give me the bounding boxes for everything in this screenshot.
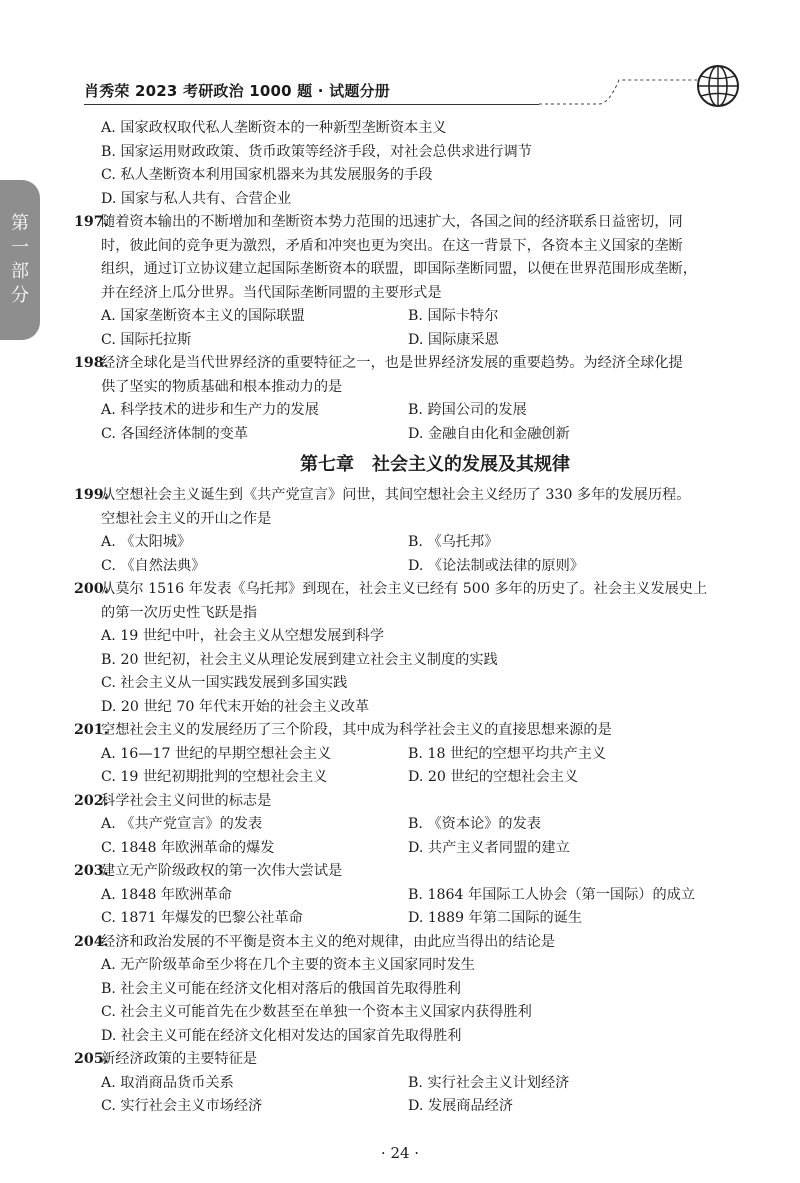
answer-option: B. 18 世纪的空想平均共产主义 bbox=[408, 745, 607, 762]
question-item bbox=[74, 484, 760, 508]
answer-option-row bbox=[80, 305, 760, 329]
answer-option: A. 取消商品货币关系 bbox=[101, 1074, 234, 1091]
question-number: 201. bbox=[74, 722, 109, 738]
part-one-tab bbox=[0, 180, 40, 340]
answer-option-row bbox=[80, 813, 760, 837]
answer-option: B. 跨国公司的发展 bbox=[408, 402, 527, 418]
answer-option: B. 国家运用财政政策、货币政策等经济手段，对社会总供求进行调节 bbox=[101, 143, 532, 160]
answer-option: C. 私人垄断资本利用国家机器来为其发展服务的手段 bbox=[101, 167, 433, 183]
question-text: 空想社会主义的发展经历了三个阶段，其中成为科学社会主义的直接思想来源的是 bbox=[101, 722, 612, 738]
question-text: 经济全球化是当代世界经济的重要特征之一，也是世界经济发展的重要趋势。为经济全球化提 bbox=[101, 355, 683, 371]
question-text-continued: 组织，通过订立协议建立起国际垄断资本的联盟，即国际垄断同盟，以便在世界范围形成垄断， bbox=[101, 261, 697, 277]
question-text-continued: 的第一次历史性飞跃是指 bbox=[101, 604, 258, 621]
question-number: 202. bbox=[74, 792, 109, 809]
answer-option-row bbox=[80, 399, 760, 423]
answer-option: B. 《乌托邦》 bbox=[408, 534, 499, 550]
question-list bbox=[74, 117, 760, 1119]
part-tab-char: 部 bbox=[11, 261, 29, 282]
answer-option: B. 社会主义可能在经济文化相对落后的俄国首先取得胜利 bbox=[101, 980, 461, 997]
answer-option: C. 《自然法典》 bbox=[101, 557, 206, 574]
answer-option: C. 社会主义从一国实践发展到多国实践 bbox=[101, 675, 348, 691]
answer-option: D. 1889 年第二国际的诞生 bbox=[408, 910, 583, 926]
answer-option: C. 1848 年欧洲革命的爆发 bbox=[101, 839, 275, 856]
book-title: 肖秀荣 2023 考研政治 1000 题 · 试题分册 bbox=[84, 82, 390, 100]
question-item bbox=[74, 790, 760, 814]
question-text: 新经济政策的主要特征是 bbox=[101, 1051, 258, 1067]
question-number: 205. bbox=[74, 1051, 109, 1067]
answer-option-row bbox=[80, 837, 760, 861]
answer-option-row bbox=[80, 743, 760, 767]
question-text-continued: 空想社会主义的开山之作是 bbox=[101, 510, 272, 527]
page-header bbox=[84, 64, 784, 112]
question-text: 从莫尔 1516 年发表《乌托邦》到现在，社会主义已经有 500 多年的历史了。社会主义发展史上 bbox=[101, 581, 708, 597]
question-text-continued: 并在经济上瓜分世界。当代国际垄断同盟的主要形式是 bbox=[101, 284, 442, 301]
answer-option: C. 1871 年爆发的巴黎公社革命 bbox=[101, 910, 303, 926]
question-item bbox=[74, 860, 760, 884]
question-text: 科学社会主义问世的标志是 bbox=[101, 792, 272, 809]
answer-option: A. 科学技术的进步和生产力的发展 bbox=[101, 402, 319, 418]
question-item bbox=[74, 931, 760, 955]
answer-option: A. 国家政权取代私人垄断资本的一种新型垄断资本主义 bbox=[101, 120, 447, 136]
answer-option: A. 19 世纪中叶，社会主义从空想发展到科学 bbox=[101, 628, 385, 644]
question-number: 203. bbox=[74, 863, 109, 879]
question-item bbox=[74, 1048, 760, 1072]
question-text-continued: 时，彼此间的竞争更为激烈，矛盾和冲突也更为突出。在这一背景下，各资本主义国家的垄断 bbox=[101, 237, 683, 254]
part-tab-char: 第 bbox=[11, 213, 29, 234]
question-item bbox=[74, 578, 760, 602]
answer-option: D. 国际康采恩 bbox=[408, 331, 499, 348]
part-tab-char: 一 bbox=[11, 237, 29, 258]
answer-option-row bbox=[80, 884, 760, 908]
question-text: 随着资本输出的不断增加和垄断资本势力范围的迅速扩大，各国之间的经济联系日益密切，同 bbox=[101, 214, 683, 230]
answer-option: A. 16—17 世纪的早期空想社会主义 bbox=[101, 745, 332, 762]
question-number: 198. bbox=[74, 355, 109, 371]
answer-option: A. 1848 年欧洲革命 bbox=[101, 886, 232, 903]
answer-option: B. 国际卡特尔 bbox=[408, 308, 499, 324]
question-number: 204. bbox=[74, 933, 109, 950]
question-text: 从空想社会主义诞生到《共产党宣言》问世，其间空想社会主义经历了 330 多年的发展历程。 bbox=[101, 487, 691, 503]
answer-option-row bbox=[80, 1095, 760, 1119]
question-number: 200. bbox=[74, 581, 109, 597]
answer-option: D. 20 世纪的空想社会主义 bbox=[408, 769, 579, 785]
question-number: 197. bbox=[74, 214, 109, 230]
answer-option: D. 共产主义者同盟的建立 bbox=[408, 839, 570, 856]
question-number: 199. bbox=[74, 487, 109, 503]
answer-option: A. 《共产党宣言》的发表 bbox=[101, 816, 263, 832]
answer-option: A. 国家垄断资本主义的国际联盟 bbox=[101, 308, 305, 324]
answer-option: D. 国家与私人共有、合营企业 bbox=[101, 190, 292, 207]
part-tab-char: 分 bbox=[11, 285, 29, 306]
question-text-continued: 供了坚实的物质基础和根本推动力的是 bbox=[101, 378, 343, 395]
answer-option: C. 实行社会主义市场经济 bbox=[101, 1098, 263, 1114]
answer-option: C. 国际托拉斯 bbox=[101, 331, 192, 348]
question-item bbox=[74, 719, 760, 743]
answer-option-row bbox=[80, 555, 760, 579]
answer-option: D. 发展商品经济 bbox=[408, 1098, 514, 1114]
answer-option: D. 金融自由化和金融创新 bbox=[408, 425, 570, 442]
answer-option-row bbox=[80, 531, 760, 555]
question-item bbox=[74, 211, 760, 235]
page-number: · 24 · bbox=[380, 1144, 420, 1162]
answer-option-row bbox=[80, 766, 760, 790]
answer-option: B. 实行社会主义计划经济 bbox=[408, 1074, 570, 1091]
answer-option-row bbox=[80, 907, 760, 931]
answer-option-row bbox=[80, 1072, 760, 1096]
question-text: 建立无产阶级政权的第一次伟大尝试是 bbox=[101, 863, 343, 879]
chapter-heading: 第七章 社会主义的发展及其规律 bbox=[300, 454, 570, 475]
answer-option: D. 20 世纪 70 年代末开始的社会主义改革 bbox=[101, 698, 370, 715]
answer-option: A. 无产阶级革命至少将在几个主要的资本主义国家同时发生 bbox=[101, 957, 475, 973]
answer-option: C. 社会主义可能首先在少数甚至在单独一个资本主义国家内获得胜利 bbox=[101, 1004, 532, 1020]
answer-option: B. 《资本论》的发表 bbox=[408, 816, 541, 832]
answer-option: C. 19 世纪初期批判的空想社会主义 bbox=[101, 769, 328, 785]
answer-option: A. 《太阳城》 bbox=[101, 534, 192, 550]
answer-option-row bbox=[80, 423, 760, 447]
question-item bbox=[74, 352, 760, 376]
answer-option: D. 社会主义可能在经济文化相对发达的国家首先取得胜利 bbox=[101, 1027, 462, 1044]
globe-icon bbox=[696, 64, 740, 108]
answer-option: D. 《论法制或法律的原则》 bbox=[408, 557, 584, 574]
answer-option: B. 20 世纪初，社会主义从理论发展到建立社会主义制度的实践 bbox=[101, 651, 498, 668]
answer-option: B. 1864 年国际工人协会（第一国际）的成立 bbox=[408, 886, 696, 903]
answer-option-row bbox=[80, 329, 760, 353]
question-text: 经济和政治发展的不平衡是资本主义的绝对规律，由此应当得出的结论是 bbox=[101, 933, 556, 950]
header-rule bbox=[84, 104, 539, 105]
answer-option: C. 各国经济体制的变革 bbox=[101, 425, 249, 442]
